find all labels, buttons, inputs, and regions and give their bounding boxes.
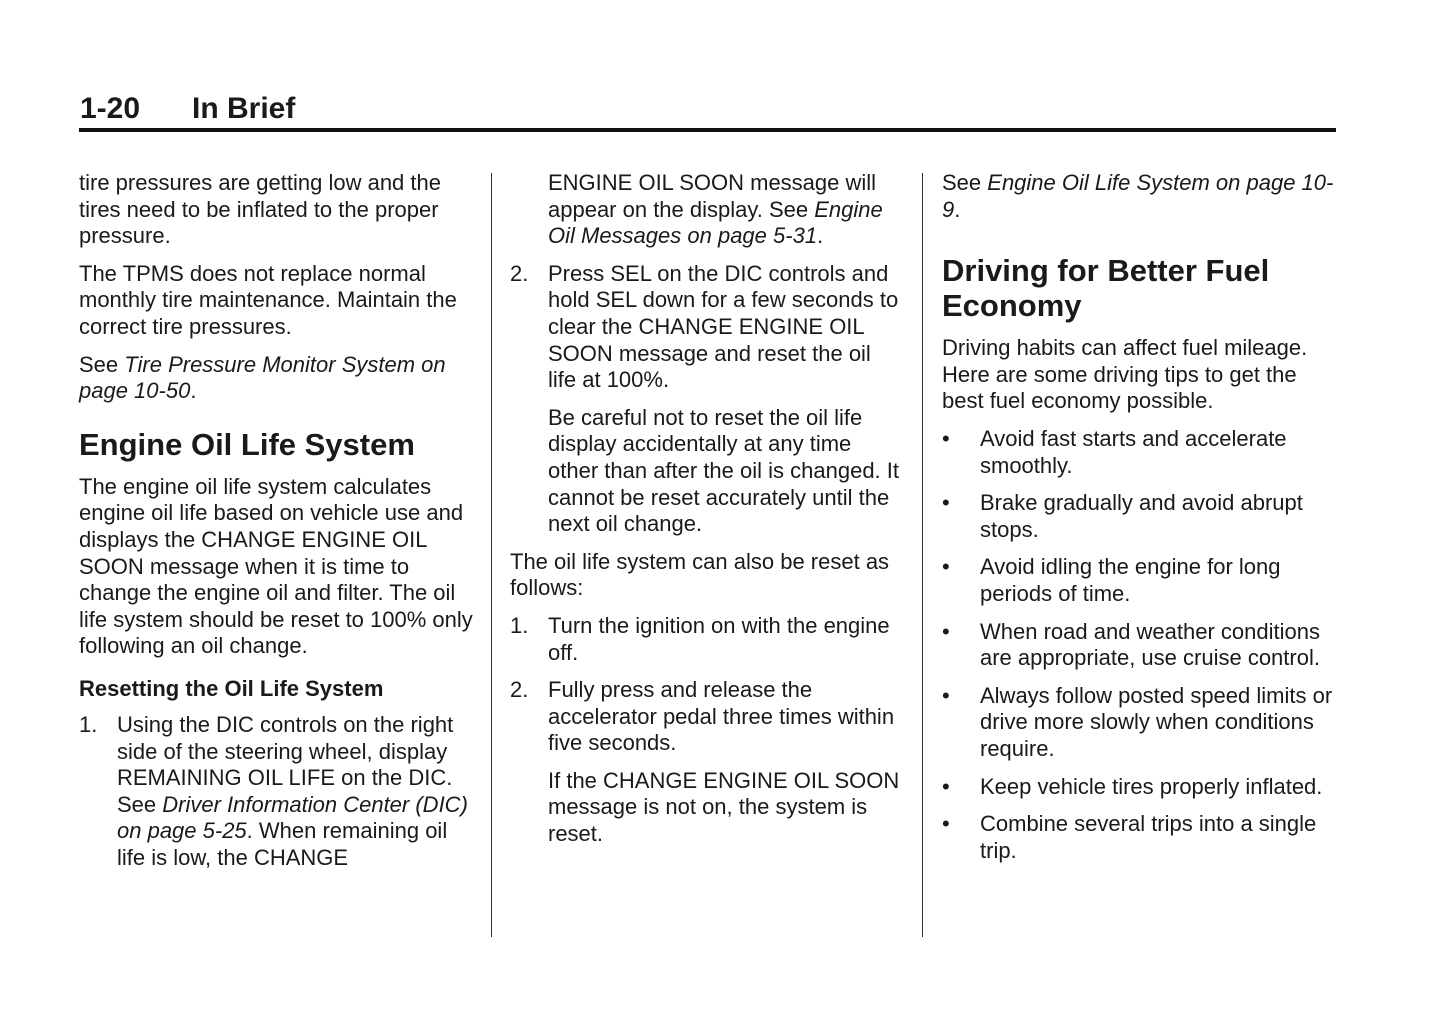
step-text: Press SEL on the DIC controls and hold SEL down for a few seconds to clear the CHANGE ENGINE OIL SOON message and reset the oil life at 100%. [548,260,899,393]
step-note: Be careful not to reset the oil life display accidentally at any time other than after the oil is changed. It cannot be reset accurately until the next oil change. [548,404,900,537]
bullet-item [942,774,1337,801]
step-number: 2. [510,260,529,286]
step-text: Fully press and release the accelerator pedal three times within five seconds. [548,677,895,756]
reference-link[interactable]: Tire Pressure Monitor System on page 10-50 [79,351,446,404]
page-number: 1-20 [80,92,141,125]
see-text: See [79,351,125,377]
section-heading: Driving for Better Fuel Economy [942,253,1270,324]
reference-link[interactable]: Engine Oil Messages on page 5-31 [548,196,883,249]
step-continuation [510,170,905,250]
bullet-item [942,490,1337,543]
bullet-icon: • [942,811,950,837]
paragraph: Driving habits can affect fuel mileage. Here are some driving tips to get the best fuel economy possible. [942,335,1308,414]
paragraph: The TPMS does not replace normal monthly tire maintenance. Maintain the correct tire pressures. [79,260,457,339]
bullet-text: Combine several trips into a single trip. [980,811,1317,863]
punctuation: . [190,378,197,404]
bullet-item [942,811,1337,864]
bullet-icon: • [942,425,950,451]
column-1 [79,170,474,882]
bullet-icon: • [942,773,950,799]
column-divider [922,173,923,937]
bullet-text: Brake gradually and avoid abrupt stops. [980,490,1303,542]
numbered-step [510,613,905,666]
column-2 [510,170,905,859]
bullet-icon: • [942,554,950,580]
step-text: Turn the ignition on with the engine off. [548,612,890,665]
section-heading: Engine Oil Life System [79,426,415,462]
bullet-text: Keep vehicle tires properly inflated. [980,773,1323,799]
cross-reference [79,352,474,405]
column-3 [942,170,1337,875]
bullet-item [942,619,1337,672]
punctuation: . [817,223,824,249]
reference-link[interactable]: Engine Oil Life System on page 10-9 [942,170,1334,222]
see-text: See [942,170,988,195]
bullet-text: Always follow posted speed limits or drive more slowly when conditions require. [980,682,1333,761]
step-number: 1. [79,711,98,737]
bullet-item [942,683,1337,763]
bullet-icon: • [942,490,950,516]
bullet-text: When road and weather conditions are appropriate, use cruise control. [980,618,1320,671]
page-header [79,88,1336,132]
subsection-heading: Resetting the Oil Life System [79,675,384,701]
step-text: ENGINE OIL SOON message will appear on the display. See [548,170,877,222]
bullet-text: Avoid fast starts and accelerate smoothly. [980,425,1287,478]
bullet-item [942,554,1337,607]
bullet-icon: • [942,618,950,644]
column-divider [491,173,492,937]
paragraph: The oil life system can also be reset as follows: [510,548,890,601]
section-title: In Brief [192,92,296,125]
punctuation: . [954,196,961,222]
numbered-step [510,677,905,757]
paragraph: tire pressures are getting low and the tires need to be inflated to the proper pressure. [79,170,441,249]
numbered-step [510,261,905,394]
step-note: If the CHANGE ENGINE OIL SOON message is not on, the system is reset. [548,767,900,847]
numbered-step [79,712,474,872]
step-text: . When remaining oil life is low, the CHANGE [117,818,448,870]
bullet-icon: • [942,682,950,708]
reference-link[interactable]: Driver Information Center (DIC) on page 5-25 [117,791,468,844]
step-text: Using the DIC controls on the right side of the steering wheel, display REMAINING OIL LIFE on the DIC. See [117,711,454,817]
step-number: 2. [510,677,529,703]
step-number: 1. [510,612,529,638]
bullet-text: Avoid idling the engine for long periods of time. [980,554,1281,606]
paragraph: The engine oil life system calculates engine oil life based on vehicle use and displays the CHANGE ENGINE OIL SOON message when it is time to change the engine oil and filter. The oil life system should be reset to 100% only following an oil change. [79,473,473,659]
cross-reference [942,170,1337,223]
bullet-item [942,426,1337,479]
